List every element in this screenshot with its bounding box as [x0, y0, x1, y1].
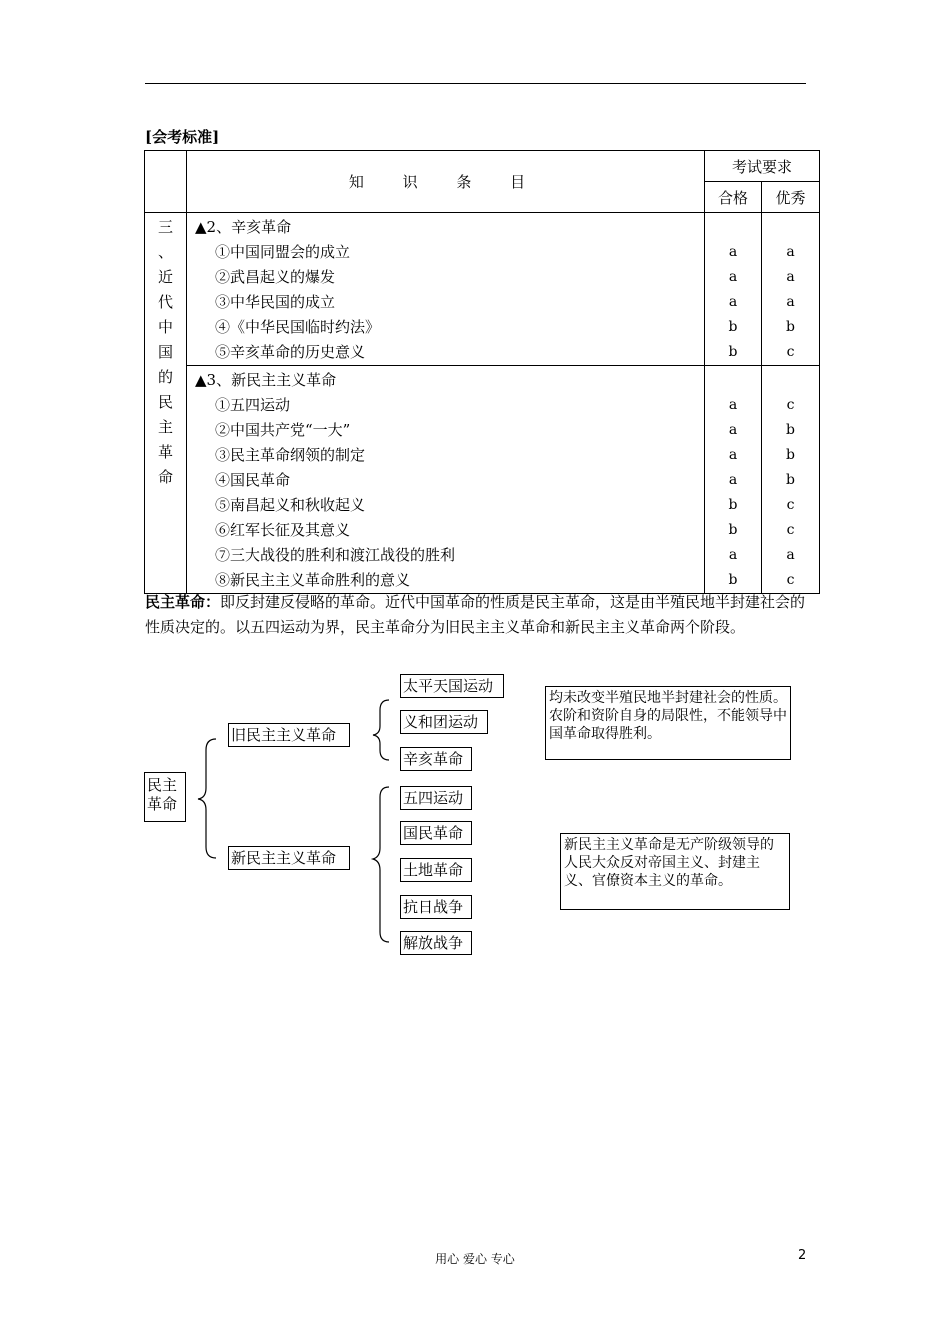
section-title: [会考标准] [145, 128, 220, 146]
topic-char: 三 [157, 218, 173, 236]
new-child-node: 国民革命 [400, 821, 472, 845]
pass-grade: b [728, 344, 738, 360]
root-brace [198, 739, 216, 858]
pass-grade: a [728, 294, 738, 310]
group-title: ▲2、辛亥革命 [195, 218, 292, 236]
excellent-grade: a [786, 547, 795, 563]
pass-grade: b [728, 572, 738, 588]
knowledge-item: ⑥红军长征及其意义 [215, 521, 351, 539]
excellent-grade: b [786, 319, 795, 335]
new-child-node: 土地革命 [400, 858, 472, 882]
excellent-grade: c [786, 522, 795, 538]
old-child-node: 辛亥革命 [400, 747, 472, 771]
knowledge-header: 知 识 条 目 [187, 151, 705, 213]
topic-char: 、 [157, 243, 173, 261]
excellent-header: 优秀 [762, 182, 820, 213]
excellent-grade: a [786, 294, 795, 310]
topic-char: 命 [157, 468, 173, 486]
definition-text: 即反封建反侵略的革命。近代中国革命的性质是民主革命，这是由半殖民地半封建社会的性质决定的。以五四运动为界，民主革命分为旧民主主义革命和新民主主义革命两个阶段。 [145, 593, 806, 636]
knowledge-item: ④国民革命 [215, 471, 291, 489]
knowledge-item: ②中国共产党“一大” [215, 421, 351, 439]
excellent-grade: a [786, 269, 795, 285]
new-child-node: 抗日战争 [400, 895, 472, 919]
pass-grade: b [728, 319, 738, 335]
topic-char: 革 [157, 443, 173, 461]
topic-char: 民 [157, 393, 173, 411]
topic-char: 国 [157, 343, 173, 361]
knowledge-item: ②武昌起义的爆发 [215, 268, 336, 286]
excellent-grade: c [786, 344, 795, 360]
old-democratic-note: 均未改变半殖民地半封建社会的性质。农阶和资阶自身的局限性，不能领导中国革命取得胜利。 [545, 686, 791, 760]
pass-grade: a [728, 397, 738, 413]
excellent-grade: b [786, 447, 795, 463]
page-footer: 用心 爱心 专心 [435, 1252, 515, 1266]
excellent-grade: b [786, 472, 795, 488]
knowledge-item: ③民主革命纲领的制定 [215, 446, 366, 464]
topic-char: 近 [157, 268, 173, 286]
requirement-header: 考试要求 [705, 151, 820, 182]
excellent-grade: c [786, 572, 795, 588]
pass-grade: b [728, 522, 738, 538]
knowledge-item: ④《中华民国临时约法》 [215, 318, 381, 336]
new-brace [373, 787, 389, 942]
pass-grade: a [728, 244, 738, 260]
knowledge-item: ⑤南昌起义和秋收起义 [215, 496, 366, 514]
pass-header: 合格 [705, 182, 762, 213]
knowledge-item: ①中国同盟会的成立 [215, 243, 351, 261]
knowledge-item: ⑦三大战役的胜利和渡江战役的胜利 [215, 546, 456, 564]
pass-grade: a [728, 269, 738, 285]
knowledge-item: ⑤辛亥革命的历史意义 [215, 343, 366, 361]
knowledge-item: ⑧新民主主义革命胜利的意义 [215, 571, 411, 589]
pass-grade: b [728, 497, 738, 513]
knowledge-item: ③中华民国的成立 [215, 293, 336, 311]
new-democratic-node: 新民主主义革命 [228, 846, 350, 870]
knowledge-item: ①五四运动 [215, 396, 291, 414]
old-child-node: 太平天国运动 [400, 674, 504, 698]
group-title: ▲3、新民主主义革命 [195, 371, 337, 389]
topic-char: 的 [157, 368, 173, 386]
new-child-node: 五四运动 [400, 786, 472, 810]
new-democratic-note: 新民主主义革命是无产阶级领导的人民大众反对帝国主义、封建主义、官僚资本主义的革命。 [560, 833, 790, 910]
root-node: 民主革命 [144, 772, 186, 822]
pass-grade: a [728, 447, 738, 463]
definition-term: 民主革命： [145, 593, 221, 611]
old-child-node: 义和团运动 [400, 710, 488, 734]
topic-char: 中 [157, 318, 173, 336]
old-democratic-node: 旧民主主义革命 [228, 723, 350, 747]
excellent-grade: c [786, 397, 795, 413]
page-number: 2 [798, 1248, 807, 1263]
pass-grade: a [728, 472, 738, 488]
excellent-grade: c [786, 497, 795, 513]
old-brace [373, 700, 389, 760]
topic-char: 代 [157, 293, 173, 311]
topic-char: 主 [157, 418, 173, 436]
new-child-node: 解放战争 [400, 931, 472, 955]
excellent-grade: b [786, 422, 795, 438]
excellent-grade: a [786, 244, 795, 260]
pass-grade: a [728, 422, 738, 438]
pass-grade: a [728, 547, 738, 563]
